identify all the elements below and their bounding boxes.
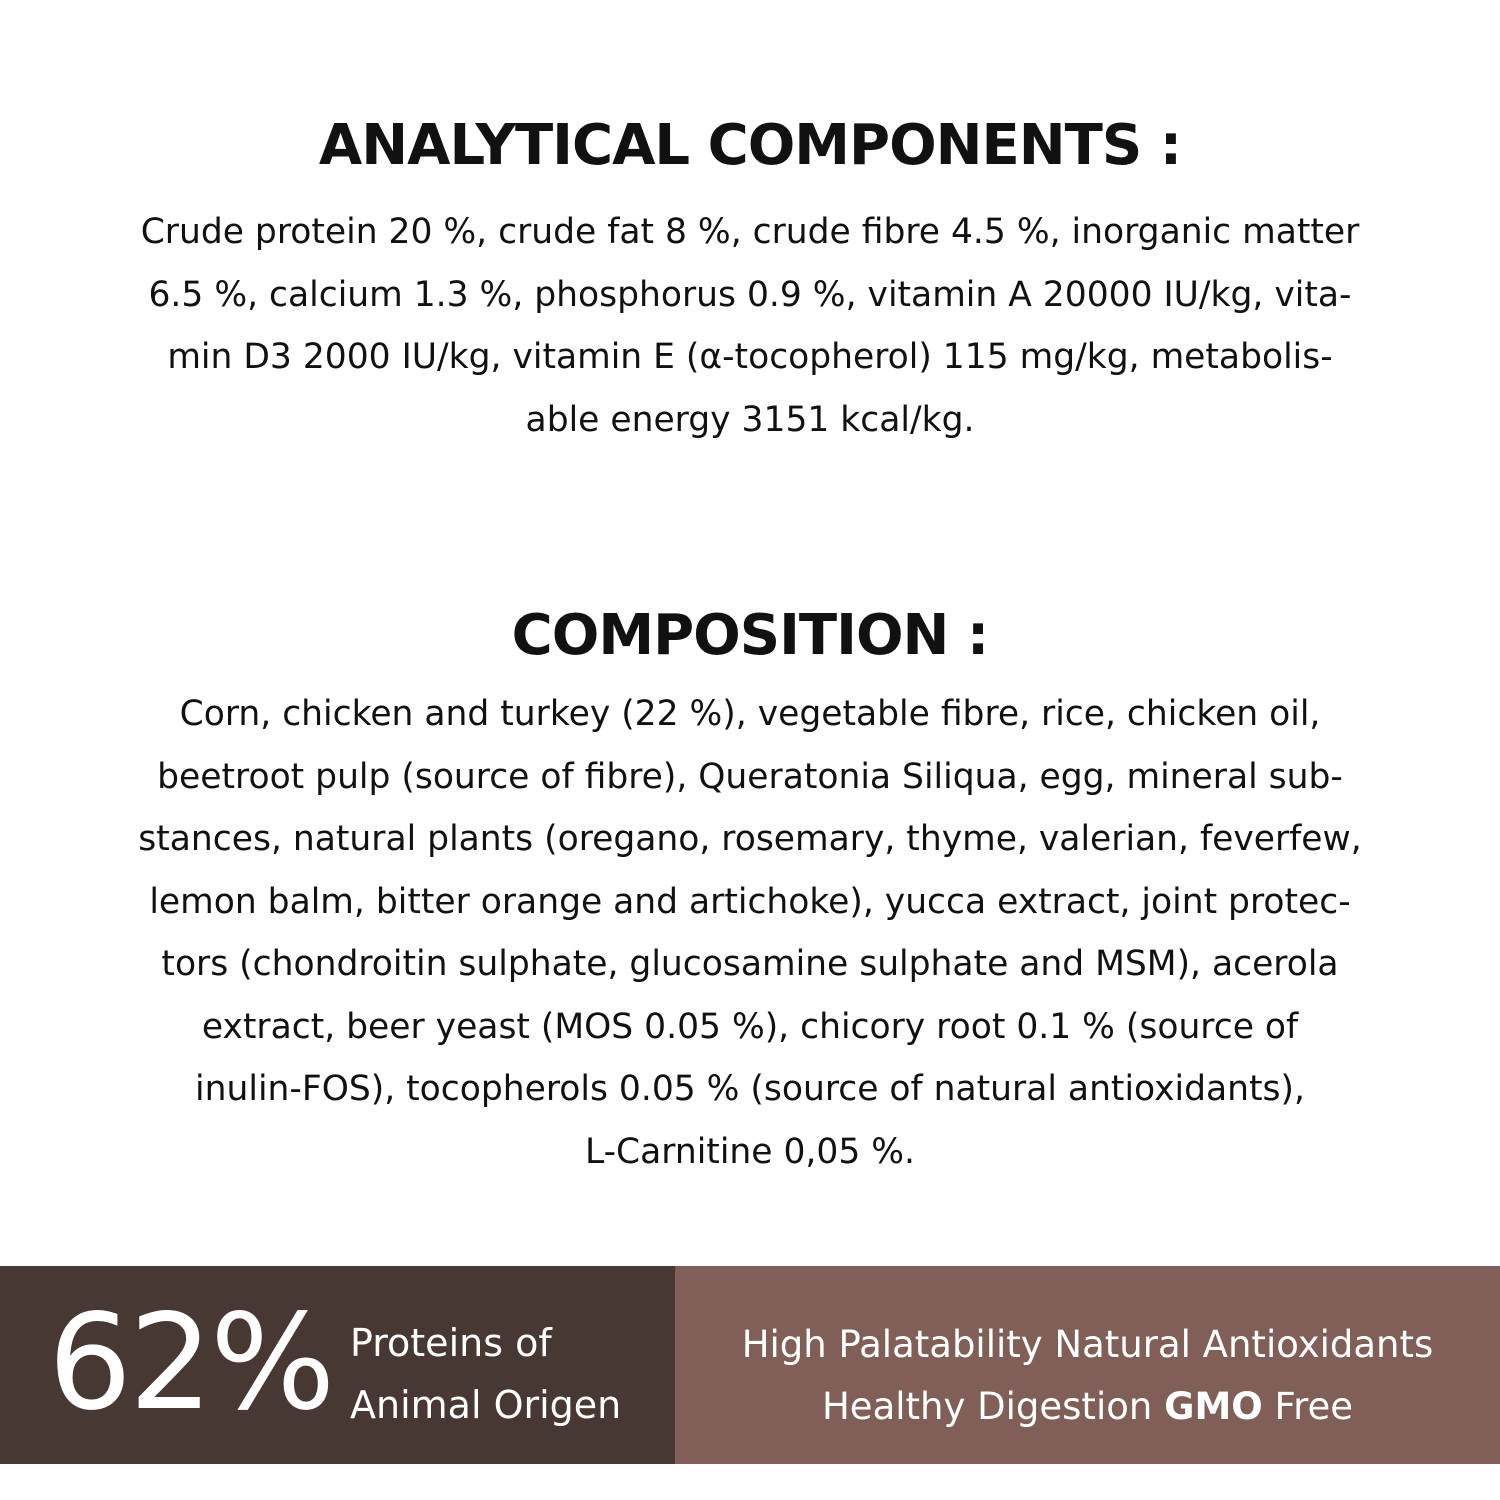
feature-banner <box>0 1266 1500 1464</box>
benefits-line: High Palatability Natural Antioxidants <box>741 1323 1434 1366</box>
composition-line: inulin-FOS), tocopherols 0.05 % (source of natural antioxidants), <box>195 1069 1305 1109</box>
protein-caption <box>350 1312 621 1436</box>
composition-line: lemon balm, bitter orange and artichoke), yucca extract, joint protec- <box>149 881 1351 922</box>
composition-heading: COMPOSITION : <box>511 603 989 668</box>
composition-line: Corn, chicken and turkey (22 %), vegetable fibre, rice, chicken oil, <box>179 694 1321 734</box>
composition-line: stances, natural plants (oregano, rosemary, thyme, valerian, feverfew, <box>138 819 1362 859</box>
benefit-gmo: GMO <box>1164 1385 1263 1428</box>
analytical-line: min D3 2000 IU/kg, vitamin E (α-tocopherol) 115 mg/kg, metabolis- <box>167 337 1333 377</box>
protein-caption-line: Proteins of <box>350 1321 552 1365</box>
benefit-healthy-digestion: Healthy Digestion <box>821 1385 1165 1428</box>
protein-panel <box>0 1266 675 1464</box>
composition-section <box>40 603 1460 1183</box>
analytical-components-section <box>40 113 1460 451</box>
analytical-line: Crude protein 20 %, crude fat 8 %, crude fibre 4.5 %, inorganic matter <box>140 212 1360 252</box>
composition-line: beetroot pulp (source of fibre), Queratonia Siliqua, egg, mineral sub- <box>157 756 1343 797</box>
composition-text <box>40 683 1460 1183</box>
benefits-text <box>675 1314 1500 1438</box>
analytical-line: 6.5 %, calcium 1.3 %, phosphorus 0.9 %, vitamin A 20000 IU/kg, vita- <box>148 274 1352 315</box>
benefit-free: Free <box>1262 1385 1354 1428</box>
composition-line: tors (chondroitin sulphate, glucosamine sulphate and MSM), acerola <box>161 944 1339 984</box>
protein-caption-line: Animal Origen <box>350 1383 622 1427</box>
protein-percentage: 62% <box>48 1286 333 1440</box>
benefits-panel <box>675 1266 1500 1464</box>
analytical-line: able energy 3151 kcal/kg. <box>525 399 975 440</box>
composition-line: L-Carnitine 0,05 %. <box>584 1131 916 1172</box>
composition-line: extract, beer yeast (MOS 0.05 %), chicory root 0.1 % (source of <box>201 1006 1299 1047</box>
benefits-line <box>675 1376 1500 1438</box>
analytical-components-heading: ANALYTICAL COMPONENTS : <box>318 113 1182 178</box>
analytical-components-text <box>40 201 1460 451</box>
